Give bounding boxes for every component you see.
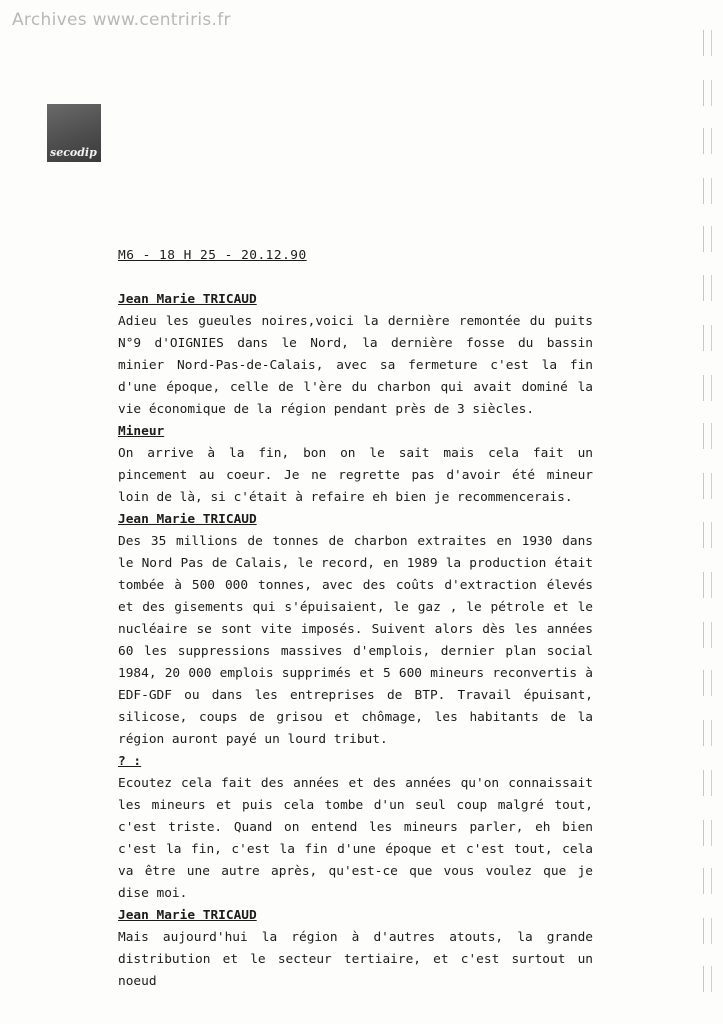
logo-text: secodip — [50, 146, 97, 159]
secodip-logo — [47, 104, 101, 162]
speech-text: Ecoutez cela fait des années et des années qu'on connaissait les mineurs et puis cela tombe d'un seul coup malgré tout, c'est triste. Quand on entend les mineurs parler, eh bien c'est la fin, c'est la fin d'une époque et c'est tout, cela va être une autre après, qu'est-ce que vous voulez que je dise moi. — [118, 776, 593, 901]
transcript-block — [118, 751, 593, 905]
speaker-name: Mineur — [118, 424, 165, 439]
transcript-body — [118, 245, 593, 993]
speaker-name: Jean Marie TRICAUD — [118, 908, 257, 923]
binder-margin-marks — [699, 30, 715, 1020]
speech-text: Des 35 millions de tonnes de charbon extraites en 1930 dans le Nord Pas de Calais, le record, en 1989 la production était tombée à 500 000 tonnes, avec des coûts d'extraction élevés et des gisements qui s'épuisaient, le gaz , le pétrole et le nucléaire se sont vite imposés. Suivent alors dès les années 60 les suppressions massives d'emplois, dernier plan social 1984, 20 000 emplois supprimés et 5 600 mineurs reconvertis à EDF-GDF ou dans les entreprises de BTP. Travail épuisant, silicose, coups de grisou et chômage, les habitants de la région auront payé un lourd tribut. — [118, 534, 593, 747]
transcript-block — [118, 509, 593, 751]
speech-text: On arrive à la fin, bon on le sait mais cela fait un pincement au coeur. Je ne regrette pas d'avoir été mineur loin de là, si c'était à refaire eh bien je recommencerais. — [118, 446, 593, 505]
speaker-name: Jean Marie TRICAUD — [118, 512, 257, 527]
broadcast-reference: M6 - 18 H 25 - 20.12.90 — [118, 248, 307, 263]
speech-text: Mais aujourd'hui la région à d'autres atouts, la grande distribution et le secteur tertiaire, et c'est surtout un noeud — [118, 930, 593, 989]
archive-watermark: Archives www.centriris.fr — [12, 10, 231, 30]
transcript-block — [118, 905, 593, 993]
speaker-name: Jean Marie TRICAUD — [118, 292, 257, 307]
transcript-block — [118, 289, 593, 421]
speaker-name: ? : — [118, 754, 142, 769]
transcript-block — [118, 421, 593, 509]
speech-text: Adieu les gueules noires,voici la dernière remontée du puits N°9 d'OIGNIES dans le Nord, la dernière fosse du bassin minier Nord-Pas-de-Calais, avec sa fermeture c'est la fin d'une époque, celle de l'ère du charbon qui avait dominé la vie économique de la région pendant près de 3 siècles. — [118, 314, 593, 417]
